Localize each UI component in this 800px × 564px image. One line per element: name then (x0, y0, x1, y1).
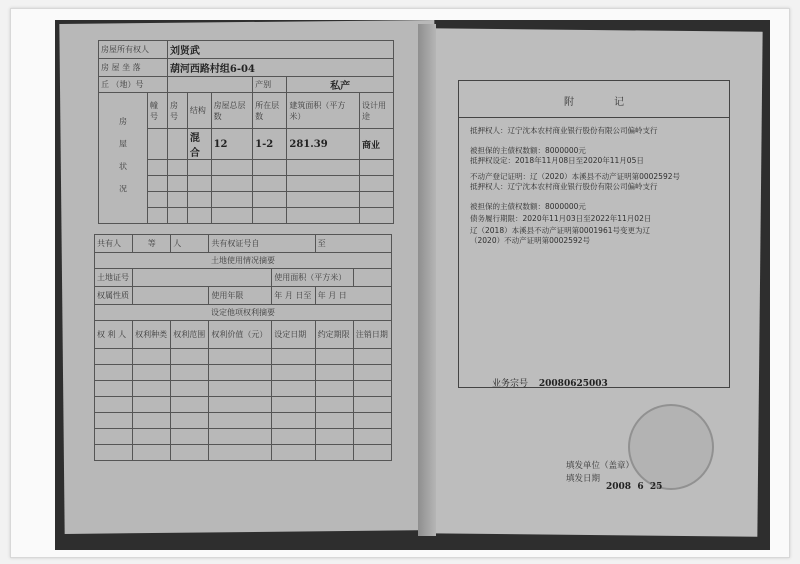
label-owner: 房屋所有权人 (99, 41, 168, 59)
remark-line: 被担保的主债权数额：8000000元 (470, 146, 586, 155)
label-cancel-date: 注销日期 (353, 321, 391, 349)
empty-cell (171, 349, 209, 365)
value-structure: 混合 (187, 129, 211, 160)
label-land-cert: 土地证号 (95, 269, 133, 287)
empty-cell (359, 176, 393, 192)
value-land-cert (133, 269, 272, 287)
empty-cell (133, 381, 171, 397)
empty-cell (353, 349, 391, 365)
label-ownership-nature: 权属性质 (95, 287, 133, 305)
remark-line: （2020）不动产证明第0002592号 (470, 236, 590, 245)
empty-cell (287, 192, 360, 208)
empty-cell (287, 176, 360, 192)
label-other-rights: 设定他项权利摘要 (95, 305, 392, 321)
label-hill-no: 丘 （地）号 (99, 77, 168, 93)
empty-cell (211, 160, 253, 176)
empty-cell (95, 445, 133, 461)
empty-cell (171, 445, 209, 461)
value-owner: 刘贤武 (167, 41, 393, 59)
empty-cell (133, 429, 171, 445)
remark-line: 抵押权设定：2018年11月08日至2020年11月05日 (470, 156, 644, 165)
label-house-status: 房 屋 状 况 (99, 93, 148, 224)
empty-cell (272, 413, 315, 429)
empty-cell (287, 160, 360, 176)
empty-cell (209, 413, 272, 429)
issuer-label: 填发单位（盖章） (566, 461, 635, 471)
empty-cell (95, 365, 133, 381)
empty-cell (95, 413, 133, 429)
label-design-use: 设计用途 (359, 93, 393, 129)
empty-cell (353, 429, 391, 445)
empty-cell (253, 208, 287, 224)
empty-cell (359, 192, 393, 208)
empty-cell (209, 381, 272, 397)
official-seal (628, 404, 714, 490)
label-area: 建筑面积（平方米） (287, 93, 360, 129)
empty-cell (209, 397, 272, 413)
empty-cell (315, 413, 353, 429)
label-co-owner-count: 等 (133, 235, 171, 253)
empty-cell (133, 349, 171, 365)
empty-cell (272, 397, 315, 413)
empty-cell (272, 365, 315, 381)
label-co-owner: 共有人 (95, 235, 133, 253)
empty-cell (167, 176, 187, 192)
empty-cell (253, 192, 287, 208)
empty-cell (359, 160, 393, 176)
empty-cell (167, 160, 187, 176)
empty-cell (148, 208, 168, 224)
label-floor: 所在层数 (253, 93, 287, 129)
business-number-value: 20080625003 (538, 379, 608, 389)
label-agreed-term: 约定期限 (315, 321, 353, 349)
empty-cell (315, 429, 353, 445)
business-number-label: 业务宗号 (492, 379, 529, 389)
label-location: 房 屋 坐 落 (99, 59, 168, 77)
remarks-title (459, 83, 729, 118)
label-co-cert-to: 至 (315, 235, 391, 253)
empty-cell (209, 445, 272, 461)
empty-cell (287, 208, 360, 224)
empty-cell (209, 365, 272, 381)
value-ownership-nature (133, 287, 209, 305)
empty-cell (272, 445, 315, 461)
label-right-scope: 权利范围 (171, 321, 209, 349)
cell-building-no (148, 129, 168, 160)
empty-cell (353, 365, 391, 381)
empty-cell (209, 349, 272, 365)
land-rights-table (94, 234, 392, 461)
empty-cell (133, 365, 171, 381)
label-property-type: 产别 (253, 77, 287, 93)
empty-cell (209, 429, 272, 445)
empty-cell (148, 192, 168, 208)
empty-cell (95, 349, 133, 365)
empty-cell (171, 381, 209, 397)
empty-cell (95, 429, 133, 445)
empty-cell (95, 397, 133, 413)
label-total-floors: 房屋总层数 (211, 93, 253, 129)
label-set-date: 设定日期 (272, 321, 315, 349)
label-structure: 结构 (187, 93, 211, 129)
value-design-use: 商业 (359, 129, 393, 160)
label-right-type: 权利种类 (133, 321, 171, 349)
empty-cell (211, 176, 253, 192)
label-building-no: 幢号 (148, 93, 168, 129)
empty-cell (272, 349, 315, 365)
remark-line: 被担保的主债权数额：8000000元 (470, 202, 586, 211)
empty-cell (171, 365, 209, 381)
empty-cell (95, 381, 133, 397)
label-term-from: 年 月 日至 (272, 287, 315, 305)
remarks-title-char-1: 附 (564, 96, 574, 108)
empty-cell (187, 192, 211, 208)
empty-cell (315, 349, 353, 365)
empty-cell (315, 397, 353, 413)
empty-cell (148, 160, 168, 176)
empty-cell (253, 176, 287, 192)
empty-cell (133, 397, 171, 413)
remark-line: 抵押权人：辽宁沈本农村商业银行股份有限公司偏岭支行 (470, 126, 658, 135)
remark-line: 不动产登记证明：辽（2020）本溪县不动产证明第0002592号 (470, 172, 680, 181)
empty-cell (148, 176, 168, 192)
label-right-holder: 权 利 人 (95, 321, 133, 349)
empty-cell (353, 413, 391, 429)
value-area: 281.39 (287, 129, 360, 160)
empty-cell (187, 176, 211, 192)
empty-cell (133, 445, 171, 461)
book-spine (418, 24, 436, 536)
label-use-area: 使用面积（平方米） (272, 269, 354, 287)
empty-cell (315, 445, 353, 461)
business-number (492, 376, 608, 389)
value-total-floors: 12 (211, 129, 253, 160)
empty-cell (315, 365, 353, 381)
remarks-title-char-2: 记 (614, 96, 624, 108)
empty-cell (167, 192, 187, 208)
house-info-table (98, 40, 394, 224)
value-use-area (353, 269, 391, 287)
empty-cell (359, 208, 393, 224)
empty-cell (272, 429, 315, 445)
issue-date-label: 填发日期 (566, 474, 601, 484)
value-hill-no (167, 77, 252, 93)
empty-cell (272, 381, 315, 397)
label-land-summary: 土地使用情况摘要 (95, 253, 392, 269)
empty-cell (353, 445, 391, 461)
empty-cell (187, 208, 211, 224)
remark-line: 辽（2018）本溪县不动产证明第0001961号变更为辽 (470, 226, 650, 235)
empty-cell (133, 413, 171, 429)
label-co-owner-unit: 人 (171, 235, 209, 253)
empty-cell (211, 192, 253, 208)
empty-cell (171, 397, 209, 413)
label-co-cert: 共有权证号自 (209, 235, 315, 253)
empty-cell (171, 413, 209, 429)
empty-cell (167, 208, 187, 224)
empty-cell (353, 381, 391, 397)
value-property-type: 私产 (287, 77, 394, 93)
empty-cell (211, 208, 253, 224)
remark-line: 债务履行期限：2020年11月03日至2022年11月02日 (470, 214, 652, 223)
label-term-to: 年 月 日 (315, 287, 391, 305)
cell-room-no (167, 129, 187, 160)
empty-cell (353, 397, 391, 413)
issue-date-value: 2008 6 25 (606, 482, 663, 492)
value-location: 葫河西路村组6-04 (167, 59, 393, 77)
empty-cell (187, 160, 211, 176)
empty-cell (315, 381, 353, 397)
label-use-term: 使用年限 (209, 287, 272, 305)
empty-cell (171, 429, 209, 445)
empty-cell (253, 160, 287, 176)
label-room-no: 房号 (167, 93, 187, 129)
remark-line: 抵押权人：辽宁沈本农村商业银行股份有限公司偏岭支行 (470, 182, 658, 191)
value-floor: 1-2 (253, 129, 287, 160)
label-right-value: 权利价值（元） (209, 321, 272, 349)
